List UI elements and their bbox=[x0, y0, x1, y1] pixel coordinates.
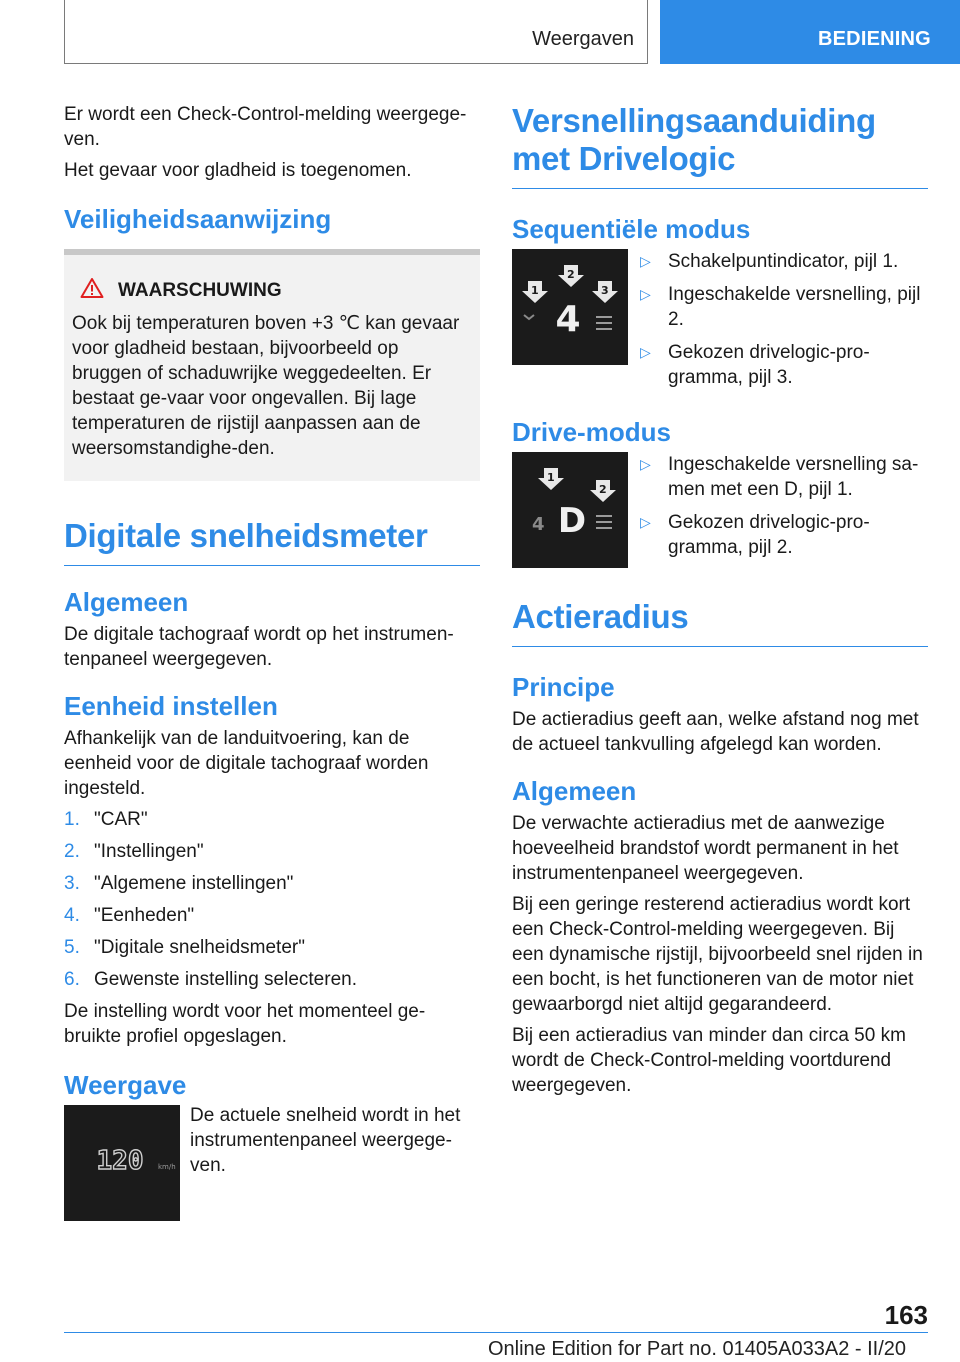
range-general-p2: Bij een geringe resterend actieradius wordt kort een Check-Control-melding weergegeven. Bij een dynamische rijstijl, bijvoorbeeld snel rijden in een bocht, is het functioneren van de motor niet gewaarborgd niet altijd gegarandeerd. bbox=[512, 894, 923, 1015]
range-heading: Actieradius bbox=[512, 598, 928, 647]
speedometer-heading: Digitale snelheidsmeter bbox=[64, 517, 480, 566]
list-item: ▷ Schakelpuntindicator, pijl 1. bbox=[640, 251, 899, 272]
steps-after-text: De instelling wordt voor het momenteel ge-bruikte profiel opgeslagen. bbox=[64, 1001, 426, 1047]
safety-heading: Veiligheidsaanwijzing bbox=[64, 204, 332, 234]
warning-text: Ook bij temperaturen boven +3 ℃ kan gevaar voor gladheid bestaan, bijvoorbeeld op bruggen of schaduwrijke weggedeelten. Er bestaat ge-vaar voor ongevallen. Bij lage temperaturen de rijstijl aanpassen aan de weersomstandighe-den. bbox=[72, 313, 460, 459]
settings-steps-list bbox=[64, 807, 480, 992]
general-text: De digitale tachograaf wordt op het instrumen-tenpaneel weergegeven. bbox=[64, 624, 454, 670]
triangle-bullet-icon: ▷ bbox=[640, 514, 651, 530]
sequential-heading: Sequentiële modus bbox=[512, 214, 751, 244]
unit-text: Afhankelijk van de landuitvoering, kan de eenheid voor de digitale tachograaf worden ingesteld. bbox=[64, 728, 429, 799]
svg-text:2: 2 bbox=[567, 268, 575, 281]
sequential-list bbox=[638, 249, 928, 398]
gear-digit: 4 bbox=[555, 299, 581, 340]
svg-text:1: 1 bbox=[531, 284, 539, 297]
general-heading: Algemeen bbox=[64, 587, 189, 617]
display-text: De actuele snelheid wordt in het instrumentenpaneel weergege-ven. bbox=[190, 1105, 461, 1176]
warning-triangle-icon bbox=[80, 277, 104, 305]
unit-heading: Eenheid instellen bbox=[64, 691, 278, 721]
warning-title-row bbox=[80, 277, 472, 305]
gear-indicator-heading: Versnellingsaanduiding met Drivelogic bbox=[512, 102, 928, 189]
footer-divider bbox=[64, 1332, 928, 1333]
principle-text: De actieradius geeft aan, welke afstand nog met de actueel tankvulling afgelegd kan worden. bbox=[512, 709, 919, 755]
drive-media-row bbox=[512, 452, 928, 568]
triangle-bullet-icon: ▷ bbox=[640, 344, 651, 360]
svg-text:2: 2 bbox=[599, 483, 607, 496]
principle-heading: Principe bbox=[512, 672, 615, 702]
triangle-bullet-icon: ▷ bbox=[640, 286, 651, 302]
list-item: 6. Gewenste instelling selecteren. bbox=[64, 969, 357, 990]
triangle-bullet-icon: ▷ bbox=[640, 456, 651, 472]
list-item: ▷ Ingeschakelde versnelling sa-men met een D, pijl 1. bbox=[640, 454, 919, 500]
warning-box bbox=[64, 249, 480, 481]
range-general-p1: De verwachte actieradius met de aanwezige hoeveelheid brandstof wordt permanent in het instrumentenpaneel weergegeven. bbox=[512, 813, 899, 884]
page-number: 163 bbox=[884, 1300, 928, 1330]
range-general-heading: Algemeen bbox=[512, 776, 637, 806]
header-chapter-tab: BEDIENING bbox=[660, 0, 960, 64]
list-item: 3. "Algemene instellingen" bbox=[64, 873, 294, 894]
sequential-media-row bbox=[512, 249, 928, 398]
speed-unit: km/h bbox=[158, 1163, 176, 1171]
list-item: ▷ Gekozen drivelogic-pro-gramma, pijl 2. bbox=[640, 512, 870, 558]
intro-text-1: Er wordt een Check-Control-melding weergege-ven. bbox=[64, 104, 467, 150]
drive-list bbox=[638, 452, 928, 568]
left-column bbox=[64, 102, 480, 1221]
gear-letter: D bbox=[557, 501, 587, 541]
triangle-bullet-icon: ▷ bbox=[640, 253, 651, 269]
intro-text-2: Het gevaar voor gladheid is toegenomen. bbox=[64, 160, 412, 181]
speed-value: 120 bbox=[96, 1146, 144, 1176]
right-column bbox=[512, 102, 928, 1104]
display-heading: Weergave bbox=[64, 1070, 187, 1100]
list-item: ▷ Ingeschakelde versnelling, pijl 2. bbox=[640, 284, 921, 330]
list-item: 1. "CAR" bbox=[64, 809, 148, 830]
footer-edition: Online Edition for Part no. 01405A033A2 - II/20 bbox=[487, 1338, 906, 1360]
header-section-title: Weergaven bbox=[532, 28, 634, 50]
drive-mode-heading: Drive-modus bbox=[512, 417, 671, 447]
sequential-mode-image bbox=[512, 249, 628, 365]
list-item: 5. "Digitale snelheidsmeter" bbox=[64, 937, 305, 958]
range-general-p3: Bij een actieradius van minder dan circa 50 km wordt de Check-Control-melding voortdurend weergegeven. bbox=[512, 1025, 906, 1096]
svg-text:1: 1 bbox=[547, 471, 555, 484]
svg-text:4: 4 bbox=[532, 514, 545, 535]
display-media-row bbox=[64, 1105, 480, 1221]
list-item: 2. "Instellingen" bbox=[64, 841, 204, 862]
warning-title: WAARSCHUWING bbox=[118, 280, 282, 301]
speedometer-image bbox=[64, 1105, 180, 1221]
svg-text:3: 3 bbox=[601, 284, 609, 297]
list-item: 4. "Eenheden" bbox=[64, 905, 195, 926]
list-item: ▷ Gekozen drivelogic-pro-gramma, pijl 3. bbox=[640, 342, 870, 388]
drive-mode-image bbox=[512, 452, 628, 568]
